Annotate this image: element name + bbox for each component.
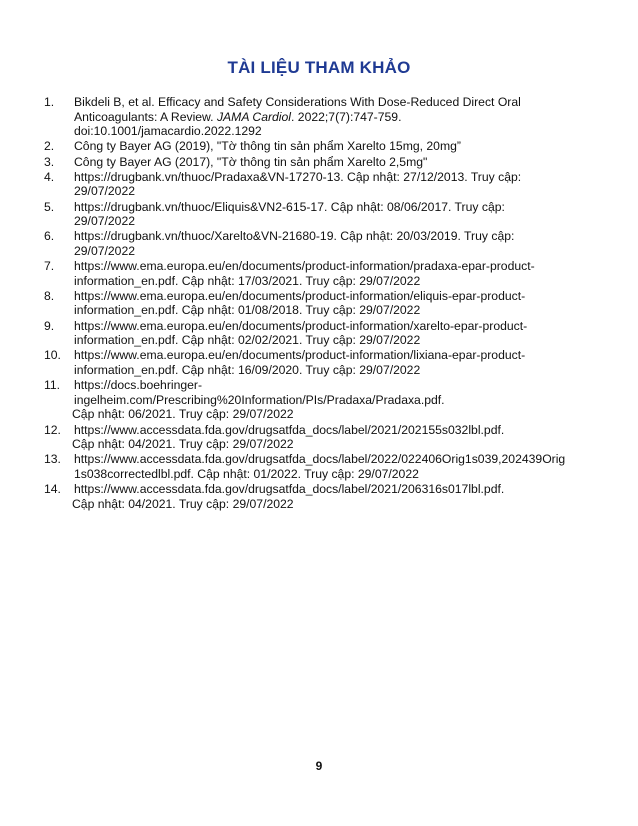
reference-number: 6.: [44, 229, 55, 244]
reference-item: [44, 155, 599, 170]
reference-line-text: . 2022;7(7):747-759.: [291, 109, 402, 124]
reference-item: [44, 200, 599, 229]
reference-line: https://drugbank.vn/thuoc/Xarelto&VN-21680-19. Cập nhật: 20/03/2019. Truy cập:: [74, 229, 515, 244]
reference-line: Bikdeli B, et al. Efficacy and Safety Considerations With Dose-Reduced Direct Oral: [74, 95, 521, 109]
reference-number: 7.: [44, 259, 55, 274]
reference-text: [74, 139, 599, 154]
reference-item: [44, 348, 599, 377]
reference-line: 29/07/2022: [74, 243, 135, 258]
reference-line: Cập nhật: 06/2021. Truy cập: 29/07/2022: [72, 407, 294, 422]
reference-number: 10.: [44, 348, 61, 363]
reference-text: [74, 95, 599, 139]
reference-item: [44, 319, 599, 348]
reference-text: [74, 423, 599, 452]
reference-line-text: Anticoagulants: A Review.: [74, 109, 217, 124]
reference-line: 1s038correctedlbl.pdf. Cập nhật: 01/2022. Truy cập: 29/07/2022: [74, 466, 419, 481]
reference-line: [74, 110, 599, 125]
reference-line: ingelheim.com/Prescribing%20Information/PIs/Pradaxa/Pradaxa.pdf.: [74, 392, 445, 407]
reference-line: Cập nhật: 04/2021. Truy cập: 29/07/2022: [72, 437, 294, 452]
reference-number: 14.: [44, 482, 61, 497]
reference-item: [44, 423, 599, 452]
reference-line: information_en.pdf. Cập nhật: 17/03/2021. Truy cập: 29/07/2022: [74, 273, 421, 288]
reference-line: doi:10.1001/jamacardio.2022.1292: [74, 124, 262, 139]
reference-item: [44, 170, 599, 199]
reference-number: 11.: [44, 378, 61, 393]
reference-line: 29/07/2022: [74, 214, 135, 229]
reference-line: https://www.ema.europa.eu/en/documents/product-information/lixiana-epar-product-: [74, 348, 526, 363]
reference-item: [44, 289, 599, 318]
reference-line: Công ty Bayer AG (2019), "Tờ thông tin sản phẩm Xarelto 15mg, 20mg”: [74, 139, 461, 154]
reference-line: 29/07/2022: [74, 184, 135, 199]
page-title: TÀI LIỆU THAM KHẢO: [227, 58, 411, 77]
reference-line: information_en.pdf. Cập nhật: 16/09/2020. Truy cập: 29/07/2022: [74, 363, 421, 378]
reference-item: [44, 482, 599, 511]
reference-number: 3.: [44, 154, 55, 169]
reference-item: [44, 229, 599, 258]
reference-line: Cập nhật: 04/2021. Truy cập: 29/07/2022: [72, 496, 294, 511]
reference-line: information_en.pdf. Cập nhật: 01/08/2018. Truy cập: 29/07/2022: [74, 303, 421, 318]
page-number: 9: [315, 759, 323, 773]
reference-number: 13.: [44, 452, 61, 467]
reference-item: [44, 452, 599, 481]
reference-item: [44, 139, 599, 154]
reference-number: 5.: [44, 199, 55, 214]
reference-line: https://www.accessdata.fda.gov/drugsatfda_docs/label/2022/022406Orig1s039,202439Orig: [74, 452, 566, 467]
reference-line: https://www.ema.europa.eu/en/documents/product-information/eliquis-epar-product-: [74, 288, 526, 303]
reference-line: https://www.ema.europa.eu/en/documents/product-information/xarelto-epar-product-: [74, 318, 528, 333]
reference-number: 9.: [44, 318, 55, 333]
reference-text: [74, 155, 599, 170]
reference-line: information_en.pdf. Cập nhật: 02/02/2021. Truy cập: 29/07/2022: [74, 333, 421, 348]
reference-line: https://www.accessdata.fda.gov/drugsatfda_docs/label/2021/202155s032lbl.pdf.: [74, 422, 505, 437]
reference-text: [74, 259, 599, 288]
reference-line: Công ty Bayer AG (2017), "Tờ thông tin sản phẩm Xarelto 2,5mg": [74, 154, 428, 169]
reference-number: 4.: [44, 169, 55, 184]
reference-text: [74, 170, 599, 199]
reference-text: [74, 319, 599, 348]
reference-item: [44, 95, 599, 139]
reference-item: [44, 378, 599, 422]
journal-name: JAMA Cardiol: [216, 109, 292, 124]
reference-text: [74, 482, 599, 511]
reference-text: [74, 452, 599, 481]
reference-line: https://drugbank.vn/thuoc/Pradaxa&VN-17270-13. Cập nhật: 27/12/2013. Truy cập:: [74, 169, 522, 184]
reference-number: 2.: [44, 139, 55, 154]
reference-number: 12.: [44, 422, 61, 437]
reference-list: [44, 95, 599, 512]
reference-text: [74, 378, 599, 422]
reference-text: [74, 229, 599, 258]
reference-item: [44, 259, 599, 288]
reference-line: https://docs.boehringer-: [74, 378, 203, 393]
reference-line: https://drugbank.vn/thuoc/Eliquis&VN2-615-17. Cập nhật: 08/06/2017. Truy cập:: [74, 199, 505, 214]
reference-text: [74, 200, 599, 229]
reference-line: https://www.ema.europa.eu/en/documents/product-information/pradaxa-epar-product-: [74, 259, 535, 274]
reference-text: [74, 289, 599, 318]
reference-number: 1.: [44, 95, 55, 109]
reference-text: [74, 348, 599, 377]
reference-line: https://www.accessdata.fda.gov/drugsatfda_docs/label/2021/206316s017lbl.pdf.: [74, 482, 505, 497]
reference-number: 8.: [44, 288, 55, 303]
